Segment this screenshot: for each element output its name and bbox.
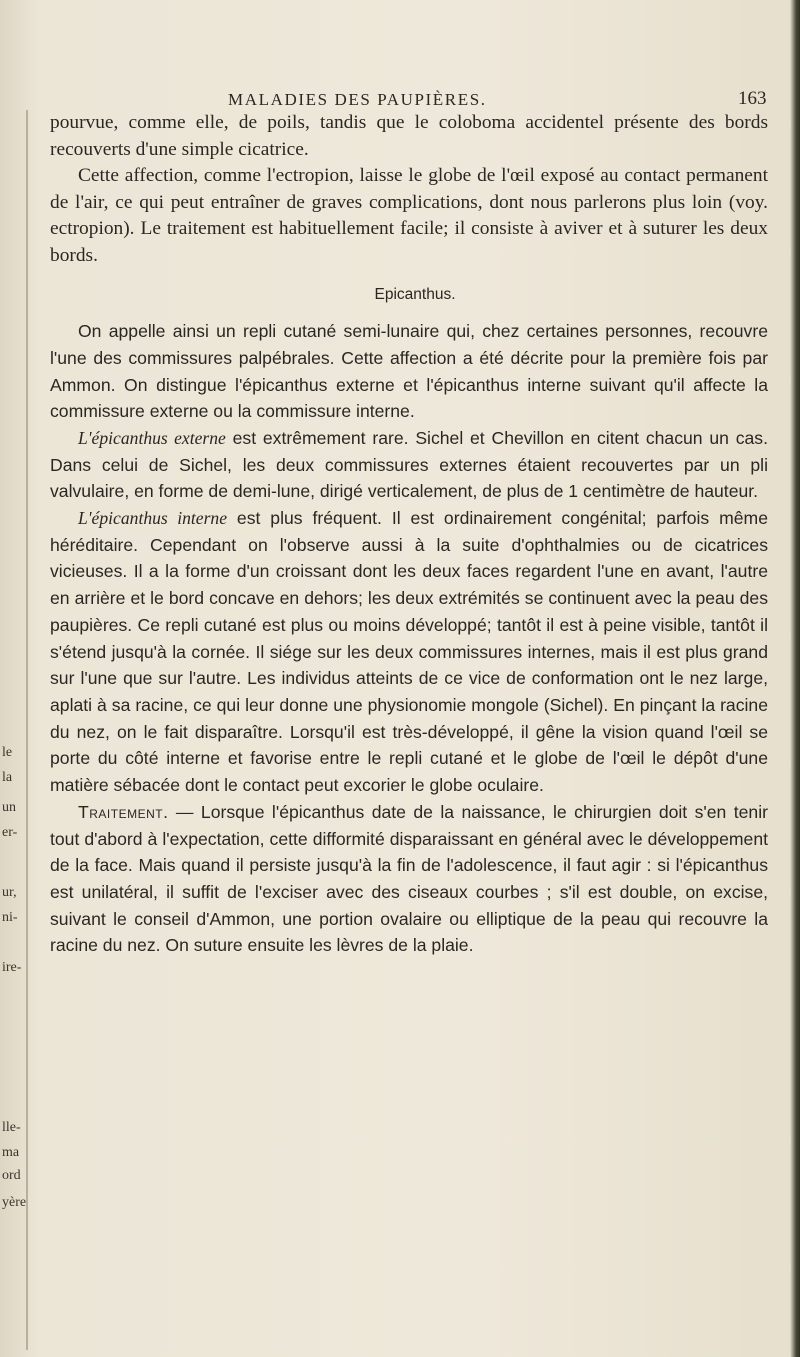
page-edge-shadow — [790, 0, 800, 1357]
running-header — [0, 88, 800, 112]
margin-fragment: un — [2, 800, 16, 815]
paragraph — [50, 425, 768, 505]
margin-fragment: yère — [2, 1195, 27, 1210]
paragraph-text: — Lorsque l'épicanthus date de la naissance, le chirurgien doit s'en tenir tout d'abord à l'expectation, cette difformité disparaissant en général avec le développement de la face. Mais quand il persiste jusqu'à la fin de l'adolescence, il faut agir : si l'épicanthus est unilatéral, il suffit de l'exciser avec des ciseaux courbes ; s'il est double, on excise, suivant le conseil d'Ammon, une portion ovalaire ou elliptique de la peau qui recouvre la racine du nez. On suture ensuite les lèvres de la plaie. — [50, 801, 768, 956]
margin-fragment: ire- — [2, 960, 22, 975]
page-gutter — [8, 110, 28, 1350]
italic-term: L'épicanthus interne — [78, 508, 228, 529]
italic-term: L'épicanthus externe — [78, 427, 226, 448]
paragraph — [50, 505, 768, 799]
section-title: Epicanthus. — [374, 285, 456, 303]
paragraph-text: est plus fréquent. Il est ordinairement congénital; parfois même héréditaire. Cependant on l'observe aussi à la suite d'ophthalmies ou de cicatrices vicieuses. Il a la forme d'un croissant dont les deux faces regardent l'une en avant, l'autre en arrière et le bord concave en dehors; les deux extrémités se continuent avec la peau des paupières. Ce repli cutané est plus ou moins développé; tantôt il est à peine visible, tantôt il s'étend jusqu'à la cornée. Il siége sur les deux commissures internes, mais il est plus grand sur l'une que sur l'autre. Les individus atteints de ce vice de conformation ont le nez large, aplati à sa racine, ce qui leur donne une physionomie mongole (Sichel). En pinçant la racine du nez, on le fait disparaître. Lorsqu'il est très-développé, il gêne la vision quand l'œil se porte du côté interne et favorise entre le repli cutané et le globe de l'œil le dépôt d'une matière sébacée dont le contact peut excorier le globe oculaire. — [50, 508, 768, 796]
margin-fragment: lle- — [2, 1120, 21, 1135]
body-text — [50, 110, 768, 959]
margin-fragment: la — [2, 770, 13, 785]
section-body — [50, 318, 768, 959]
smallcaps-heading: Traitement. — [78, 801, 169, 822]
paragraph: On appelle ainsi un repli cutané semi-lunaire qui, chez certaines personnes, recouvre l'une des commissures palpébrales. Cette affection a été décrite pour la première fois par Ammon. On distingue l'épicanthus externe et l'épicanthus interne suivant qu'il affecte la commissure externe ou la commissure interne. — [50, 321, 768, 422]
margin-fragment: ord — [2, 1168, 21, 1183]
margin-fragment: ni- — [2, 910, 18, 925]
paragraph: pourvue, comme elle, de poils, tandis que le coloboma accidentel présente des bords recouverts d'une simple cicatrice. — [50, 112, 768, 160]
paragraph-text: est extrêmement rare. Sichel et Chevillon en citent chacun un cas. Dans celui de Sichel, les deux commissures externes étaient recouvertes par un pli valvulaire, en forme de demi-lune, dirigé verticalement, de plus de 1 centimètre de hauteur. — [50, 427, 768, 502]
paragraph — [50, 799, 768, 959]
running-title: MALADIES DES PAUPIÈRES. — [228, 90, 487, 109]
margin-fragment: le — [2, 745, 13, 760]
page-number: 163 — [738, 88, 767, 109]
margin-fragment: ma — [2, 1145, 20, 1160]
paragraph: Cette affection, comme l'ectropion, laisse le globe de l'œil exposé au contact permanent de l'air, ce qui peut entraîner de graves complications, dont nous parlerons plus loin (voy. ectropion). Le traitement est habituellement facile; il consiste à aviver et à suturer les deux bords. — [50, 165, 768, 266]
margin-fragment: er- — [2, 825, 18, 840]
margin-fragment: ur, — [2, 885, 17, 900]
